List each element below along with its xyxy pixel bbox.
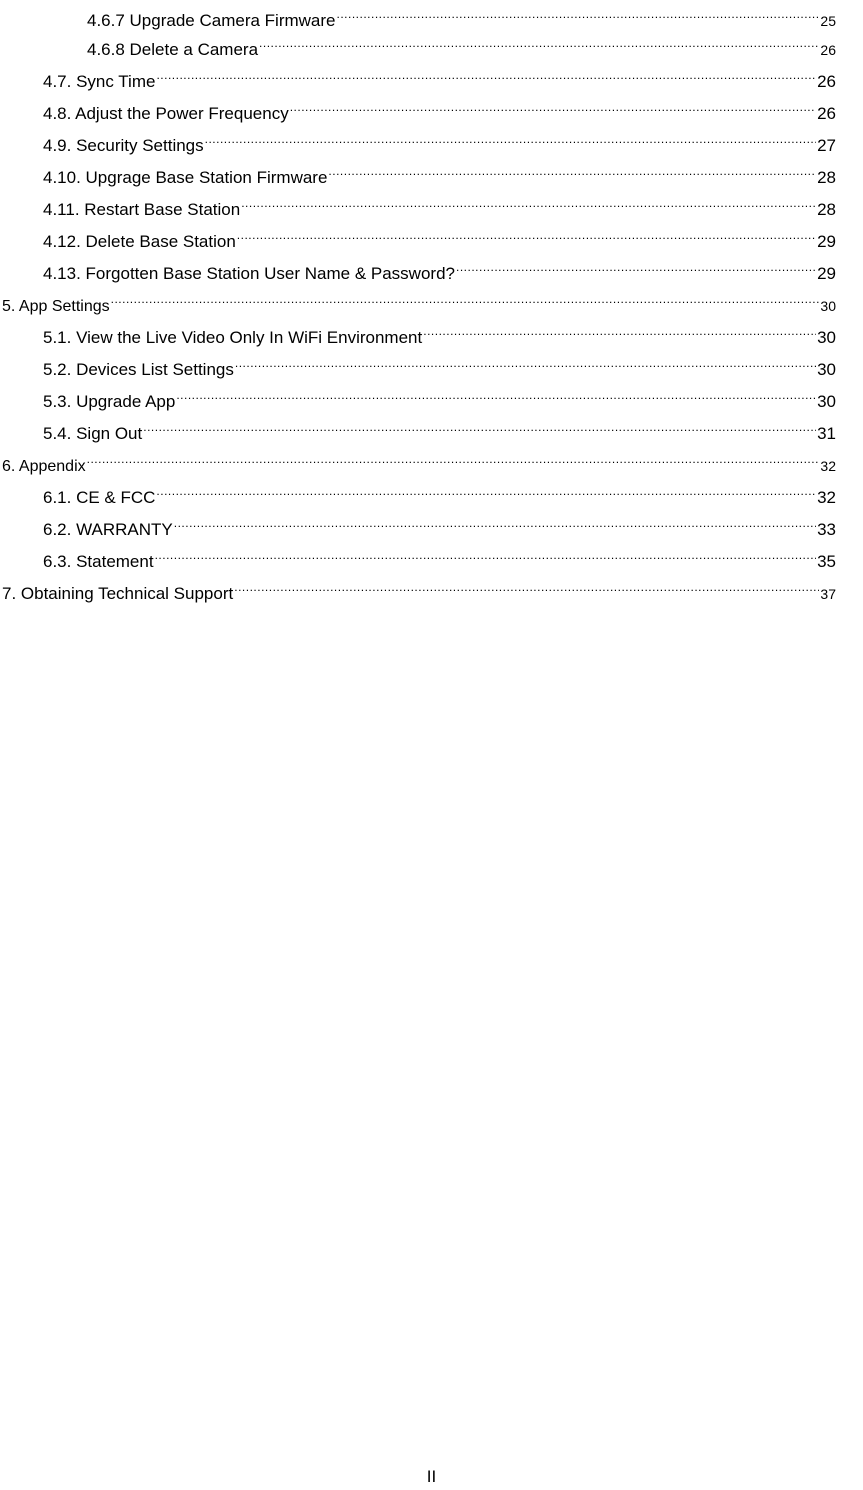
toc-entry-title: 5.1. View the Live Video Only In WiFi Environment [43,328,423,347]
toc-entry-title: 4.11. Restart Base Station [43,200,241,219]
toc-dot-leader [143,413,816,439]
toc-entry-4-10[interactable] [43,157,836,187]
toc-entry-title: 5.4. Sign Out [43,424,143,443]
toc-entry-6[interactable] [2,445,836,475]
toc-entry-page: 26 [817,104,836,123]
toc-entry-6-1[interactable] [43,477,836,507]
toc-entry-5-1[interactable] [43,317,836,347]
toc-entry-title: 6.2. WARRANTY [43,520,173,539]
toc-dot-leader [328,157,816,183]
toc-entry-title: 5. App Settings [2,298,110,315]
toc-entry-page: 28 [817,200,836,219]
toc-entry-title: 7. Obtaining Technical Support [2,584,234,603]
toc-dot-leader [456,253,816,279]
toc-dot-leader [156,477,816,503]
toc-entry-page: 30 [817,328,836,347]
toc-entry-page: 25 [820,13,836,29]
toc-entry-4-6-8[interactable] [87,29,836,59]
toc-dot-leader [259,29,819,55]
toc-dot-leader [237,221,816,247]
toc-entry-title: 5.3. Upgrade App [43,392,176,411]
toc-entry-page: 30 [817,392,836,411]
toc-entry-4-7[interactable] [43,61,836,91]
toc-entry-page: 28 [817,168,836,187]
toc-entry-5-2[interactable] [43,349,836,379]
toc-entry-4-8[interactable] [43,93,836,123]
toc-entry-page: 32 [820,458,836,474]
toc-entry-page: 29 [817,264,836,283]
toc-entry-title: 4.6.7 Upgrade Camera Firmware [87,11,336,30]
toc-dot-leader [290,93,816,119]
toc-entry-7[interactable] [2,573,836,603]
toc-entry-6-3[interactable] [43,541,836,571]
toc-entry-5-3[interactable] [43,381,836,411]
toc-entry-title: 4.13. Forgotten Base Station User Name & Password? [43,264,455,283]
toc-entry-title: 4.12. Delete Base Station [43,232,236,251]
toc-entry-4-13[interactable] [43,253,836,283]
toc-entry-title: 6. Appendix [2,458,86,475]
toc-entry-title: 6.1. CE & FCC [43,488,156,507]
toc-dot-leader [234,573,819,599]
toc-entry-page: 30 [817,360,836,379]
toc-dot-leader [241,189,816,215]
toc-entry-page: 37 [820,586,836,602]
page-number: II [426,1467,437,1486]
toc-dot-leader [423,317,816,343]
toc-entry-title: 4.10. Upgrage Base Station Firmware [43,168,328,187]
toc-entry-page: 31 [817,424,836,443]
toc-entry-5[interactable] [2,285,836,315]
toc-entry-4-11[interactable] [43,189,836,219]
toc-entry-page: 26 [820,42,836,58]
toc-dot-leader [336,0,819,26]
toc-entry-page: 32 [817,488,836,507]
toc-entry-title: 4.7. Sync Time [43,72,156,91]
toc-entry-6-2[interactable] [43,509,836,539]
toc-dot-leader [156,61,816,87]
toc-entry-title: 4.9. Security Settings [43,136,204,155]
toc-dot-leader [87,445,820,471]
toc-entry-4-9[interactable] [43,125,836,155]
toc-dot-leader [111,285,820,311]
toc-entry-page: 30 [820,298,836,314]
toc-entry-5-4[interactable] [43,413,836,443]
toc-dot-leader [174,509,816,535]
toc-entry-page: 27 [817,136,836,155]
toc-dot-leader [176,381,816,407]
toc-entry-title: 6.3. Statement [43,552,154,571]
toc-entry-4-12[interactable] [43,221,836,251]
toc-entry-4-6-7[interactable] [87,0,836,30]
toc-entry-title: 5.2. Devices List Settings [43,360,234,379]
toc-dot-leader [205,125,816,151]
toc-dot-leader [235,349,816,375]
toc-entry-page: 29 [817,232,836,251]
toc-dot-leader [155,541,817,567]
toc-entry-title: 4.8. Adjust the Power Frequency [43,104,289,123]
toc-entry-title: 4.6.8 Delete a Camera [87,40,259,59]
toc-entry-page: 26 [817,72,836,91]
toc-entry-page: 33 [817,520,836,539]
toc-entry-page: 35 [817,552,836,571]
